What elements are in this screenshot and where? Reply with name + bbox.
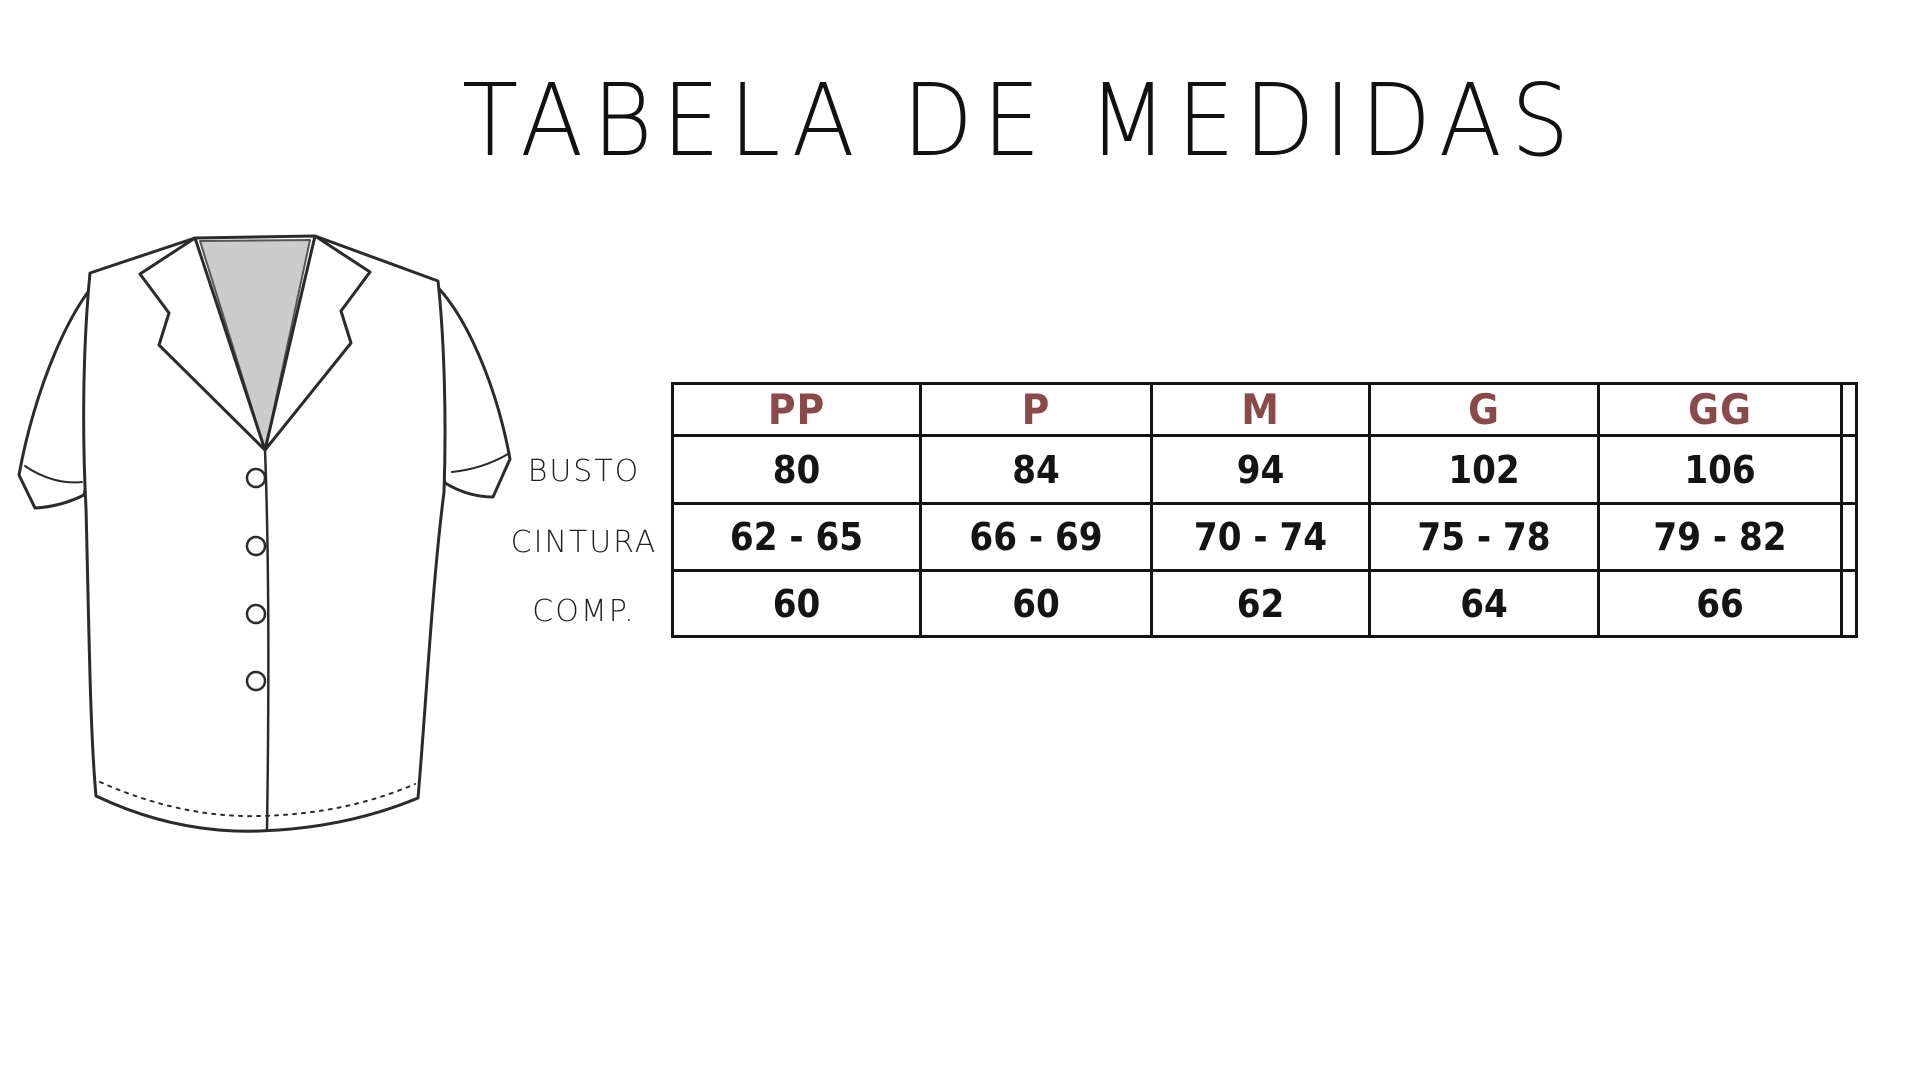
shirt-button — [247, 537, 265, 555]
busto-value-g: 102 — [1370, 436, 1599, 504]
size-header-row — [673, 384, 1857, 436]
cintura-value-pp: 62 - 65 — [673, 504, 921, 571]
spacer-cell — [1842, 384, 1857, 436]
shirt-button — [247, 672, 265, 690]
comp-value-g: 64 — [1370, 571, 1599, 637]
spacer-cell — [1842, 504, 1857, 571]
busto-value-m: 94 — [1152, 436, 1370, 504]
spacer-cell — [1842, 436, 1857, 504]
size-column-header-gg: GG — [1599, 384, 1842, 436]
cintura-value-m: 70 - 74 — [1152, 504, 1370, 571]
busto-value-p: 84 — [921, 436, 1152, 504]
cintura-value-p: 66 - 69 — [921, 504, 1152, 571]
cintura-value-gg: 79 - 82 — [1599, 504, 1842, 571]
comp-value-m: 62 — [1152, 571, 1370, 637]
shirt-button — [247, 605, 265, 623]
spacer-cell — [1842, 571, 1857, 637]
shirt-button — [247, 469, 265, 487]
cintura-value-g: 75 - 78 — [1370, 504, 1599, 571]
busto-value-pp: 80 — [673, 436, 921, 504]
row-label-busto: BUSTO — [527, 454, 641, 489]
size-column-header-pp: PP — [673, 384, 921, 436]
comp-value-p: 60 — [921, 571, 1152, 637]
comp-value-gg: 66 — [1599, 571, 1842, 637]
table-row-busto — [673, 436, 1857, 504]
comp-value-pp: 60 — [673, 571, 921, 637]
size-column-header-g: G — [1370, 384, 1599, 436]
table-row-comp — [673, 571, 1857, 637]
size-column-header-m: M — [1152, 384, 1370, 436]
table-row-cintura — [673, 504, 1857, 571]
page-title: TABELA DE MEDIDAS — [462, 62, 1579, 179]
size-table — [671, 382, 1858, 638]
row-label-comp: COMP. — [532, 594, 636, 629]
row-label-cintura: CINTURA — [510, 525, 658, 560]
busto-value-gg: 106 — [1599, 436, 1842, 504]
shirt-illustration — [16, 226, 522, 840]
size-column-header-p: P — [921, 384, 1152, 436]
